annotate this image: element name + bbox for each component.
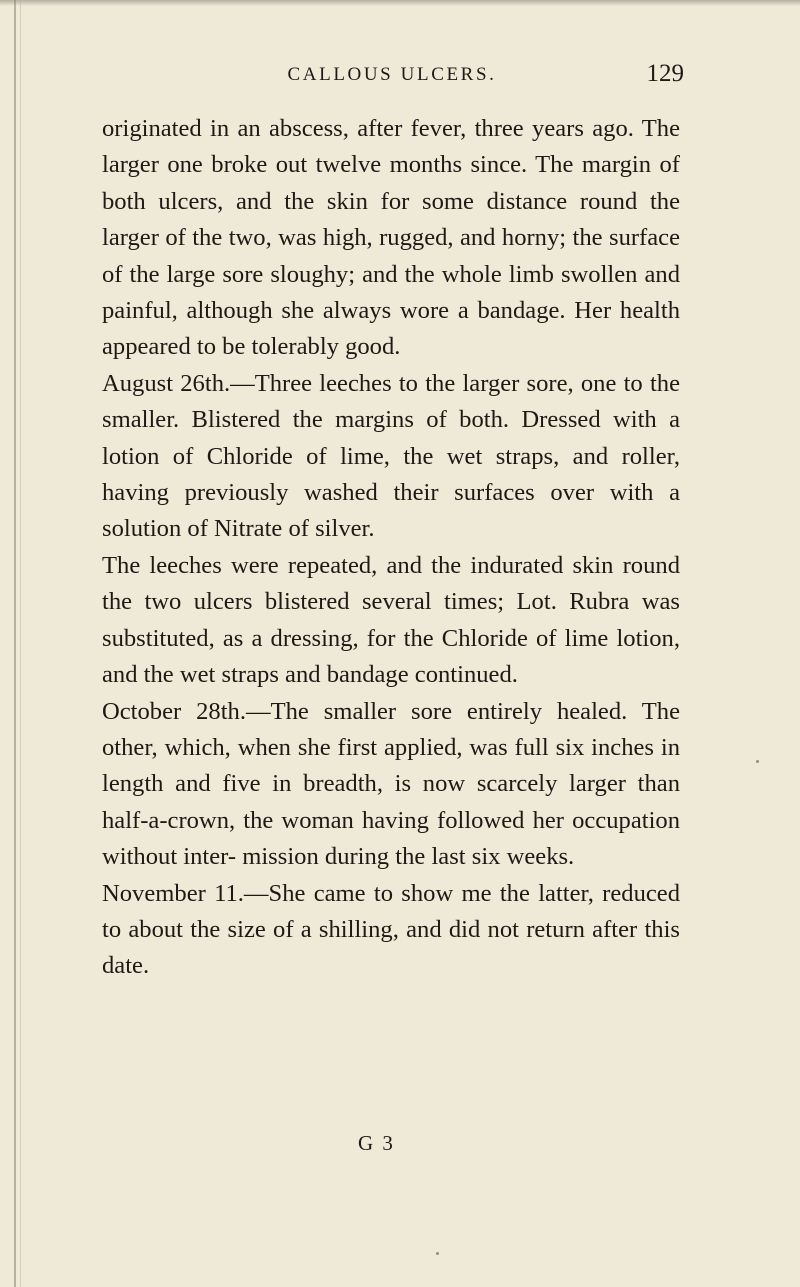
paragraph: originated in an abscess, after fever, three years ago. The larger one broke out twelve months since. The margin of both ulcers, and the skin for some distance round the larger of the two, was high, rugged, and horny; the surface of the large sore sloughy; and the whole limb swollen and painful, although she always wore a bandage. Her health appeared to be tolerably good. — [102, 115, 680, 361]
paragraph: The leeches were repeated, and the indurated skin round the two ulcers blistered several times; Lot. Rubra was substituted, as a dressing, for the Chloride of lime lotion, and the wet straps and bandage continued. — [102, 551, 680, 689]
paragraph: October 28th.—The smaller sore entirely healed. The other, which, when she first applied, was full six inches in length and five in breadth, is now scarcely larger than half-a-crown, the woman having followed her occupation without inter- mission during the last six weeks. — [102, 697, 680, 871]
page-header — [100, 61, 684, 97]
paper-speck — [756, 760, 759, 763]
body-text — [102, 111, 680, 985]
gutter-shadow — [14, 0, 16, 1287]
paper-speck — [436, 1252, 439, 1255]
page-number: 129 — [646, 60, 684, 87]
paragraph: August 26th.—Three leeches to the larger sore, one to the smaller. Blistered the margins of both. Dressed with a lotion of Chloride of lime, the wet straps, and roller, having previously washed their surfaces over with a solution of Nitrate of silver. — [102, 369, 680, 543]
signature-mark: G 3 — [358, 1131, 395, 1155]
running-head: CALLOUS ULCERS. — [287, 64, 497, 85]
page-top-edge — [0, 0, 800, 6]
gutter-line — [20, 0, 21, 1287]
paragraph: November 11.—She came to show me the latter, reduced to about the size of a shilling, and did not return after this date. — [102, 879, 680, 980]
